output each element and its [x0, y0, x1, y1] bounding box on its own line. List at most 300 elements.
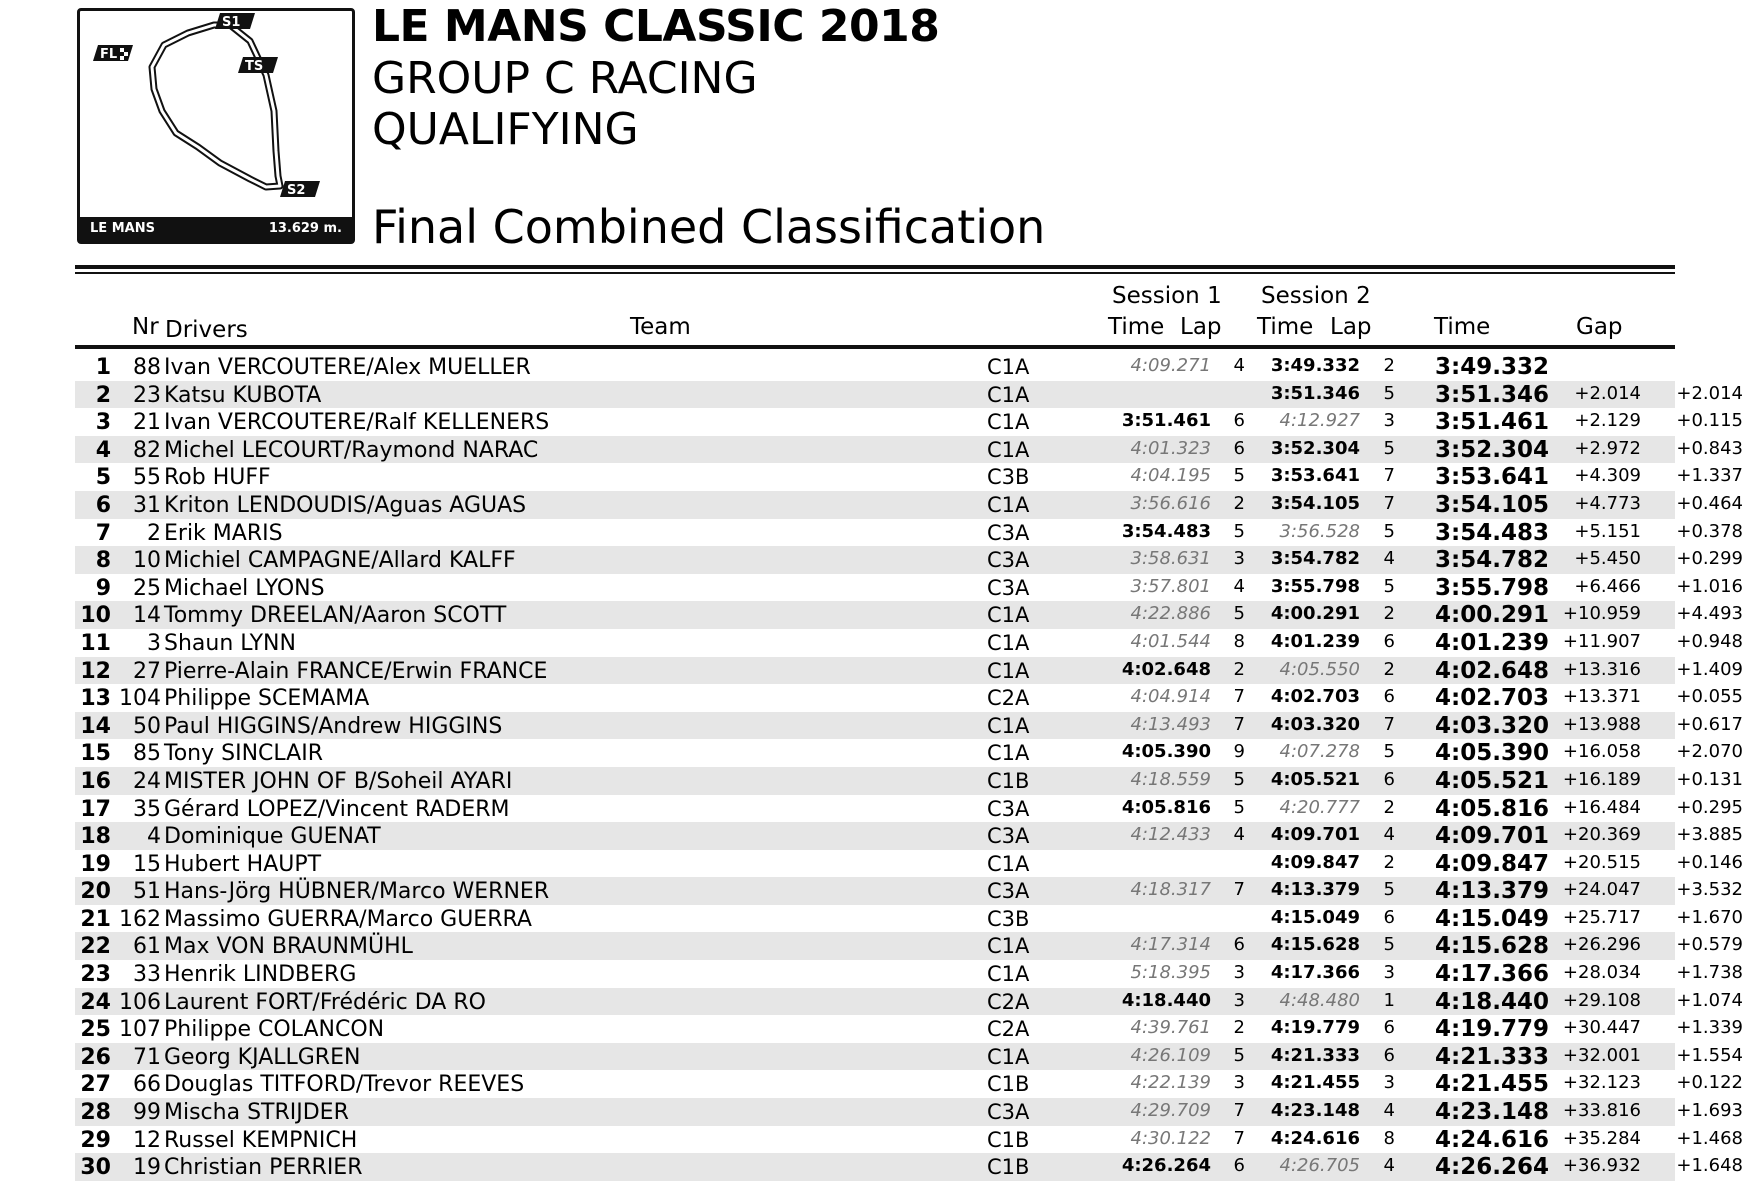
session1-time-cell: 4:26.264 [1121, 1155, 1211, 1177]
session2-lap-cell: 4 [1383, 824, 1395, 846]
gap-cell: +36.932 [1562, 1155, 1641, 1177]
session2-time-cell: 4:07.278 [1279, 741, 1360, 763]
class-cell: C1A [987, 355, 1030, 379]
class-cell: C1A [987, 437, 1030, 462]
interval-cell: +1.337 [1676, 465, 1743, 487]
session1-time-cell: 3:51.461 [1121, 410, 1211, 432]
session2-time-cell: 4:01.239 [1270, 630, 1360, 652]
session2-lap-cell: 2 [1383, 603, 1395, 625]
best-time-cell: 4:02.648 [1435, 657, 1549, 684]
class-cell: C1B [987, 1127, 1030, 1152]
car-number-cell: 71 [133, 1044, 161, 1070]
position-cell: 14 [80, 713, 111, 739]
session2-lap-cell: 5 [1383, 382, 1395, 404]
session2-time-cell: 3:51.346 [1270, 382, 1360, 404]
position-cell: 20 [80, 879, 111, 905]
gap-cell: +35.284 [1562, 1127, 1641, 1149]
class-cell: C1B [987, 1072, 1030, 1097]
session1-time-cell: 4:04.914 [1130, 686, 1211, 708]
drivers-cell: Georg KJALLGREN [164, 1044, 361, 1070]
table-row [75, 601, 1743, 629]
gap-cell: +2.972 [1574, 437, 1641, 459]
session1-time-cell: 4:22.139 [1130, 1072, 1211, 1094]
drivers-cell: Hans-Jörg HÜBNER/Marco WERNER [164, 879, 550, 905]
drivers-cell: Russel KEMPNICH [164, 1127, 358, 1153]
position-cell: 13 [80, 686, 111, 712]
gap-cell: +26.296 [1562, 934, 1641, 956]
position-cell: 24 [80, 989, 111, 1015]
session2-time-cell: 4:17.366 [1270, 962, 1360, 984]
table-row [75, 712, 1743, 740]
interval-cell: +0.055 [1676, 686, 1743, 708]
session1-lap-cell: 2 [1233, 492, 1245, 514]
session2-lap-cell: 4 [1383, 1155, 1395, 1177]
track-name: LE MANS [90, 221, 155, 236]
drivers-cell: Katsu KUBOTA [164, 382, 322, 408]
best-time-cell: 3:54.105 [1435, 491, 1549, 518]
session1-lap-cell: 7 [1233, 713, 1245, 735]
drivers-cell: Douglas TITFORD/Trevor REEVES [164, 1072, 525, 1098]
table-row [75, 850, 1743, 878]
table-row [75, 519, 1743, 547]
table-row [75, 1098, 1743, 1126]
best-time-cell: 4:03.320 [1435, 712, 1549, 739]
session1-lap-cell: 4 [1233, 575, 1245, 597]
session1-time-cell [1085, 850, 1211, 878]
session2-time-cell: 4:09.847 [1270, 851, 1360, 873]
session1-time-cell: 4:02.648 [1121, 658, 1211, 680]
gap-cell: +28.034 [1562, 962, 1641, 984]
car-number-cell: 106 [119, 989, 161, 1015]
col-s1-lap: Lap [1180, 314, 1222, 340]
drivers-cell: Erik MARIS [164, 520, 283, 546]
session2-lap-cell: 5 [1383, 934, 1395, 956]
col-session1: Session 1 [1112, 283, 1222, 309]
best-time-cell: 4:05.816 [1435, 795, 1549, 822]
session2-lap-cell: 5 [1383, 879, 1395, 901]
interval-cell: +0.464 [1676, 492, 1743, 514]
table-row [75, 1126, 1743, 1154]
session1-lap-cell: 5 [1233, 603, 1245, 625]
session-title: QUALIFYING [372, 104, 639, 155]
car-number-cell: 61 [133, 934, 161, 960]
session1-time-cell: 4:18.559 [1130, 768, 1211, 790]
drivers-cell: Gérard LOPEZ/Vincent RADERM [164, 796, 510, 822]
class-cell: C3A [987, 879, 1030, 904]
class-cell: C1A [987, 658, 1030, 683]
session2-lap-cell: 3 [1383, 962, 1395, 984]
session2-lap-cell: 8 [1383, 1127, 1395, 1149]
session2-lap-cell: 5 [1383, 520, 1395, 542]
session2-lap-cell: 5 [1383, 437, 1395, 459]
drivers-cell: Ivan VERCOUTERE/Ralf KELLENERS [164, 410, 550, 436]
best-time-cell: 4:21.333 [1435, 1043, 1549, 1070]
interval-cell: +0.122 [1676, 1072, 1743, 1094]
gap-cell: +32.123 [1562, 1072, 1641, 1094]
session2-lap-cell: 3 [1383, 410, 1395, 432]
class-cell: C3A [987, 796, 1030, 821]
table-row [75, 1070, 1743, 1098]
table-row [75, 574, 1743, 602]
interval-cell: +1.648 [1676, 1155, 1743, 1177]
gap-cell: +5.151 [1574, 520, 1641, 542]
session2-time-cell: 4:05.550 [1279, 658, 1360, 680]
session1-lap-cell: 7 [1233, 686, 1245, 708]
drivers-cell: Massimo GUERRA/Marco GUERRA [164, 906, 532, 932]
position-cell: 12 [80, 658, 111, 684]
col-gap: Gap [1576, 314, 1623, 340]
position-cell: 26 [80, 1044, 111, 1070]
gap-cell: +32.001 [1562, 1044, 1641, 1066]
car-number-cell: 51 [133, 879, 161, 905]
class-cell: C1A [987, 630, 1030, 655]
best-time-cell: 3:52.304 [1435, 436, 1549, 463]
session2-time-cell: 4:23.148 [1270, 1100, 1360, 1122]
session2-lap-cell: 7 [1383, 492, 1395, 514]
position-cell: 29 [80, 1127, 111, 1153]
interval-cell: +0.295 [1676, 796, 1743, 818]
interval-cell: +1.016 [1676, 575, 1743, 597]
table-row [75, 932, 1743, 960]
position-cell: 21 [80, 906, 111, 932]
session1-time-cell: 4:29.709 [1130, 1100, 1211, 1122]
position-cell: 18 [80, 824, 111, 850]
session1-lap-cell: 3 [1233, 1072, 1245, 1094]
car-number-cell: 2 [147, 520, 161, 546]
interval-cell: +1.693 [1676, 1100, 1743, 1122]
table-row [75, 381, 1743, 409]
session2-lap-cell: 2 [1383, 658, 1395, 680]
car-number-cell: 55 [133, 465, 161, 491]
session2-time-cell: 3:56.528 [1279, 520, 1360, 542]
session2-time-cell: 4:00.291 [1270, 603, 1360, 625]
interval-cell: +1.554 [1676, 1044, 1743, 1066]
class-cell: C1A [987, 382, 1030, 407]
drivers-cell: Philippe COLANCON [164, 1017, 385, 1043]
session2-lap-cell: 6 [1383, 1044, 1395, 1066]
gap-cell: +2.129 [1574, 410, 1641, 432]
session2-time-cell: 3:55.798 [1270, 575, 1360, 597]
session1-time-cell: 4:12.433 [1130, 824, 1211, 846]
session1-time-cell: 3:56.616 [1130, 492, 1211, 514]
track-length: 13.629 m. [268, 221, 342, 236]
session2-time-cell: 4:12.927 [1279, 410, 1360, 432]
session1-lap-cell: 2 [1233, 1017, 1245, 1039]
best-time-cell: 4:24.616 [1435, 1126, 1549, 1153]
class-cell: C1A [987, 1044, 1030, 1069]
session1-time-cell: 4:01.323 [1130, 437, 1211, 459]
col-best-time: Time [1434, 314, 1491, 340]
table-row [75, 1015, 1743, 1043]
session1-time-cell: 4:30.122 [1130, 1127, 1211, 1149]
gap-cell: +25.717 [1562, 906, 1641, 928]
gap-cell: +16.189 [1562, 768, 1641, 790]
drivers-cell: Michael LYONS [164, 575, 325, 601]
class-cell: C2A [987, 1017, 1030, 1042]
col-s2-time: Time [1257, 314, 1314, 340]
session2-lap-cell: 4 [1383, 1100, 1395, 1122]
table-row [75, 491, 1743, 519]
interval-cell: +0.115 [1676, 410, 1743, 432]
session2-time-cell: 3:52.304 [1270, 437, 1360, 459]
drivers-cell: Kriton LENDOUDIS/Aguas AGUAS [164, 492, 527, 518]
session2-lap-cell: 3 [1383, 1072, 1395, 1094]
session2-lap-cell: 2 [1383, 851, 1395, 873]
session2-time-cell: 4:48.480 [1279, 989, 1360, 1011]
best-time-cell: 4:05.521 [1435, 767, 1549, 794]
best-time-cell: 4:05.390 [1435, 740, 1549, 767]
col-s2-lap: Lap [1330, 314, 1372, 340]
interval-cell [1645, 353, 1743, 381]
drivers-cell: Mischa STRIJDER [164, 1100, 349, 1126]
session1-time-cell [1085, 381, 1211, 409]
session1-lap-cell: 9 [1233, 741, 1245, 763]
best-time-cell: 3:51.461 [1435, 409, 1549, 436]
header-rule-thin [75, 272, 1675, 274]
table-row [75, 408, 1743, 436]
session2-time-cell: 3:53.641 [1270, 465, 1360, 487]
session2-time-cell: 3:54.105 [1270, 492, 1360, 514]
ts-marker [238, 57, 278, 74]
table-row [75, 822, 1743, 850]
series-title: GROUP C RACING [372, 53, 758, 104]
session1-time-cell: 4:05.390 [1121, 741, 1211, 763]
best-time-cell: 4:02.703 [1435, 685, 1549, 712]
session1-time-cell: 4:26.109 [1130, 1044, 1211, 1066]
gap-cell: +2.014 [1574, 382, 1641, 404]
best-time-cell: 4:15.049 [1435, 905, 1549, 932]
session1-lap-cell: 6 [1233, 410, 1245, 432]
session2-lap-cell: 6 [1383, 630, 1395, 652]
position-cell: 6 [95, 492, 111, 518]
drivers-cell: Henrik LINDBERG [164, 962, 357, 988]
drivers-cell: Paul HIGGINS/Andrew HIGGINS [164, 713, 503, 739]
interval-cell: +1.074 [1676, 989, 1743, 1011]
car-number-cell: 31 [133, 492, 161, 518]
gap-cell: +13.988 [1562, 713, 1641, 735]
gap-cell [1555, 353, 1641, 381]
table-row [75, 877, 1743, 905]
car-number-cell: 21 [133, 410, 161, 436]
position-cell: 7 [95, 520, 111, 546]
session2-lap-cell: 5 [1383, 575, 1395, 597]
position-cell: 4 [95, 437, 111, 463]
gap-cell: +24.047 [1562, 879, 1641, 901]
session2-time-cell: 4:15.049 [1270, 906, 1360, 928]
interval-cell: +2.014 [1676, 382, 1743, 404]
drivers-cell: Christian PERRIER [164, 1155, 363, 1181]
position-cell: 1 [95, 355, 111, 380]
interval-cell: +1.670 [1676, 906, 1743, 928]
position-cell: 23 [80, 962, 111, 988]
session2-time-cell: 4:24.616 [1270, 1127, 1360, 1149]
session1-time-cell: 4:39.761 [1130, 1017, 1211, 1039]
table-row [75, 905, 1743, 933]
svg-text:S1: S1 [222, 15, 241, 30]
class-cell: C2A [987, 686, 1030, 711]
interval-cell: +0.146 [1676, 851, 1743, 873]
session2-lap-cell: 4 [1383, 548, 1395, 570]
class-cell: C3A [987, 1100, 1030, 1125]
session2-lap-cell: 6 [1383, 686, 1395, 708]
session1-time-cell: 5:18.395 [1130, 962, 1211, 984]
class-cell: C1A [987, 741, 1030, 766]
best-time-cell: 3:55.798 [1435, 574, 1549, 601]
session2-time-cell: 4:02.703 [1270, 686, 1360, 708]
session1-time-cell: 4:18.440 [1121, 989, 1211, 1011]
best-time-cell: 3:53.641 [1435, 464, 1549, 491]
car-number-cell: 24 [133, 768, 161, 794]
session2-lap-cell: 1 [1383, 989, 1395, 1011]
session1-time-cell: 4:17.314 [1130, 934, 1211, 956]
gap-cell: +4.773 [1574, 492, 1641, 514]
best-time-cell: 4:09.847 [1435, 850, 1549, 877]
col-nr: Nr [132, 314, 159, 340]
best-time-cell: 4:19.779 [1435, 1016, 1549, 1043]
session1-lap-cell: 3 [1233, 548, 1245, 570]
fl-marker [93, 45, 133, 62]
gap-cell: +13.316 [1562, 658, 1641, 680]
class-cell: C3B [987, 465, 1030, 490]
gap-cell: +16.058 [1562, 741, 1641, 763]
class-cell: C1A [987, 603, 1030, 628]
position-cell: 9 [95, 575, 111, 601]
class-cell: C3A [987, 520, 1030, 545]
position-cell: 11 [80, 630, 111, 656]
classification-table [75, 353, 1743, 1181]
gap-cell: +4.309 [1574, 465, 1641, 487]
position-cell: 10 [80, 603, 111, 629]
session1-lap-cell: 3 [1233, 962, 1245, 984]
session2-lap-cell: 7 [1383, 465, 1395, 487]
car-number-cell: 3 [147, 630, 161, 656]
session1-time-cell: 4:04.195 [1130, 465, 1211, 487]
svg-text:TS: TS [245, 59, 264, 74]
interval-cell: +1.468 [1676, 1127, 1743, 1149]
session1-time-cell: 4:09.271 [1130, 355, 1211, 376]
interval-cell: +0.579 [1676, 934, 1743, 956]
s1-marker [215, 13, 255, 30]
session1-lap-cell: 2 [1233, 658, 1245, 680]
car-number-cell: 99 [133, 1100, 161, 1126]
col-drivers: Drivers [165, 317, 248, 343]
position-cell: 19 [80, 851, 111, 877]
best-time-cell: 3:54.782 [1435, 547, 1549, 574]
session2-time-cell: 3:49.332 [1270, 355, 1360, 376]
class-cell: C3A [987, 824, 1030, 849]
session2-time-cell: 4:20.777 [1279, 796, 1360, 818]
best-time-cell: 4:18.440 [1435, 988, 1549, 1015]
best-time-cell: 4:17.366 [1435, 961, 1549, 988]
interval-cell: +3.885 [1676, 824, 1743, 846]
drivers-cell: Rob HUFF [164, 465, 271, 491]
session1-time-cell: 4:01.544 [1130, 630, 1211, 652]
track-map [77, 8, 355, 244]
svg-text:FL: FL [100, 47, 118, 62]
session1-lap-cell: 6 [1233, 437, 1245, 459]
class-cell: C1A [987, 492, 1030, 517]
position-cell: 28 [80, 1100, 111, 1126]
interval-cell: +1.409 [1676, 658, 1743, 680]
session2-time-cell: 4:19.779 [1270, 1017, 1360, 1039]
position-cell: 8 [95, 548, 111, 574]
car-number-cell: 4 [147, 824, 161, 850]
session1-lap-cell: 5 [1233, 520, 1245, 542]
car-number-cell: 82 [133, 437, 161, 463]
s2-marker [280, 181, 320, 198]
table-row [75, 988, 1743, 1016]
session1-lap-cell: 6 [1233, 1155, 1245, 1177]
car-number-cell: 88 [133, 355, 161, 380]
best-time-cell: 4:01.239 [1435, 629, 1549, 656]
drivers-cell: Laurent FORT/Frédéric DA RO [164, 989, 486, 1015]
interval-cell: +2.070 [1676, 741, 1743, 763]
drivers-cell: Ivan VERCOUTERE/Alex MUELLER [164, 355, 531, 380]
gap-cell: +30.447 [1562, 1017, 1641, 1039]
session1-lap-cell: 7 [1233, 1100, 1245, 1122]
class-cell: C2A [987, 989, 1030, 1014]
car-number-cell: 27 [133, 658, 161, 684]
session2-lap-cell: 2 [1383, 796, 1395, 818]
circuit-outline-icon [80, 11, 352, 217]
session2-time-cell: 4:21.333 [1270, 1044, 1360, 1066]
best-time-cell: 3:54.483 [1435, 519, 1549, 546]
session1-time-cell: 4:18.317 [1130, 879, 1211, 901]
best-time-cell: 3:51.346 [1435, 381, 1549, 408]
drivers-cell: Philippe SCEMAMA [164, 686, 370, 712]
session1-lap-cell: 7 [1233, 1127, 1245, 1149]
col-session2: Session 2 [1261, 283, 1371, 309]
car-number-cell: 19 [133, 1155, 161, 1181]
class-cell: C3B [987, 906, 1030, 931]
svg-text:S2: S2 [287, 183, 306, 198]
table-row [75, 629, 1743, 657]
session1-lap-cell: 8 [1233, 630, 1245, 652]
table-row [75, 1043, 1743, 1071]
session1-lap-cell: 6 [1233, 934, 1245, 956]
car-number-cell: 33 [133, 962, 161, 988]
table-row [75, 960, 1743, 988]
interval-cell: +0.617 [1676, 713, 1743, 735]
table-row [75, 436, 1743, 464]
gap-cell: +33.816 [1562, 1100, 1641, 1122]
best-time-cell: 4:13.379 [1435, 878, 1549, 905]
session1-lap-cell: 5 [1233, 1044, 1245, 1066]
position-cell: 2 [95, 382, 111, 408]
table-row [75, 546, 1743, 574]
best-time-cell: 4:00.291 [1435, 602, 1549, 629]
position-cell: 30 [80, 1155, 111, 1181]
drivers-cell: Pierre-Alain FRANCE/Erwin FRANCE [164, 658, 548, 684]
class-cell: C1A [987, 934, 1030, 959]
session1-time-cell: 3:54.483 [1121, 520, 1211, 542]
class-cell: C1A [987, 851, 1030, 876]
position-cell: 25 [80, 1017, 111, 1043]
car-number-cell: 10 [133, 548, 161, 574]
gap-cell: +20.369 [1562, 824, 1641, 846]
interval-cell: +0.378 [1676, 520, 1743, 542]
class-cell: C1A [987, 962, 1030, 987]
session2-time-cell: 4:15.628 [1270, 934, 1360, 956]
table-row [75, 795, 1743, 823]
table-row [75, 1153, 1743, 1181]
session1-lap-cell: 3 [1233, 989, 1245, 1011]
session2-lap-cell: 6 [1383, 1017, 1395, 1039]
best-time-cell: 4:15.628 [1435, 933, 1549, 960]
table-row [75, 657, 1743, 685]
best-time-cell: 4:21.455 [1435, 1071, 1549, 1098]
session2-lap-cell: 6 [1383, 768, 1395, 790]
